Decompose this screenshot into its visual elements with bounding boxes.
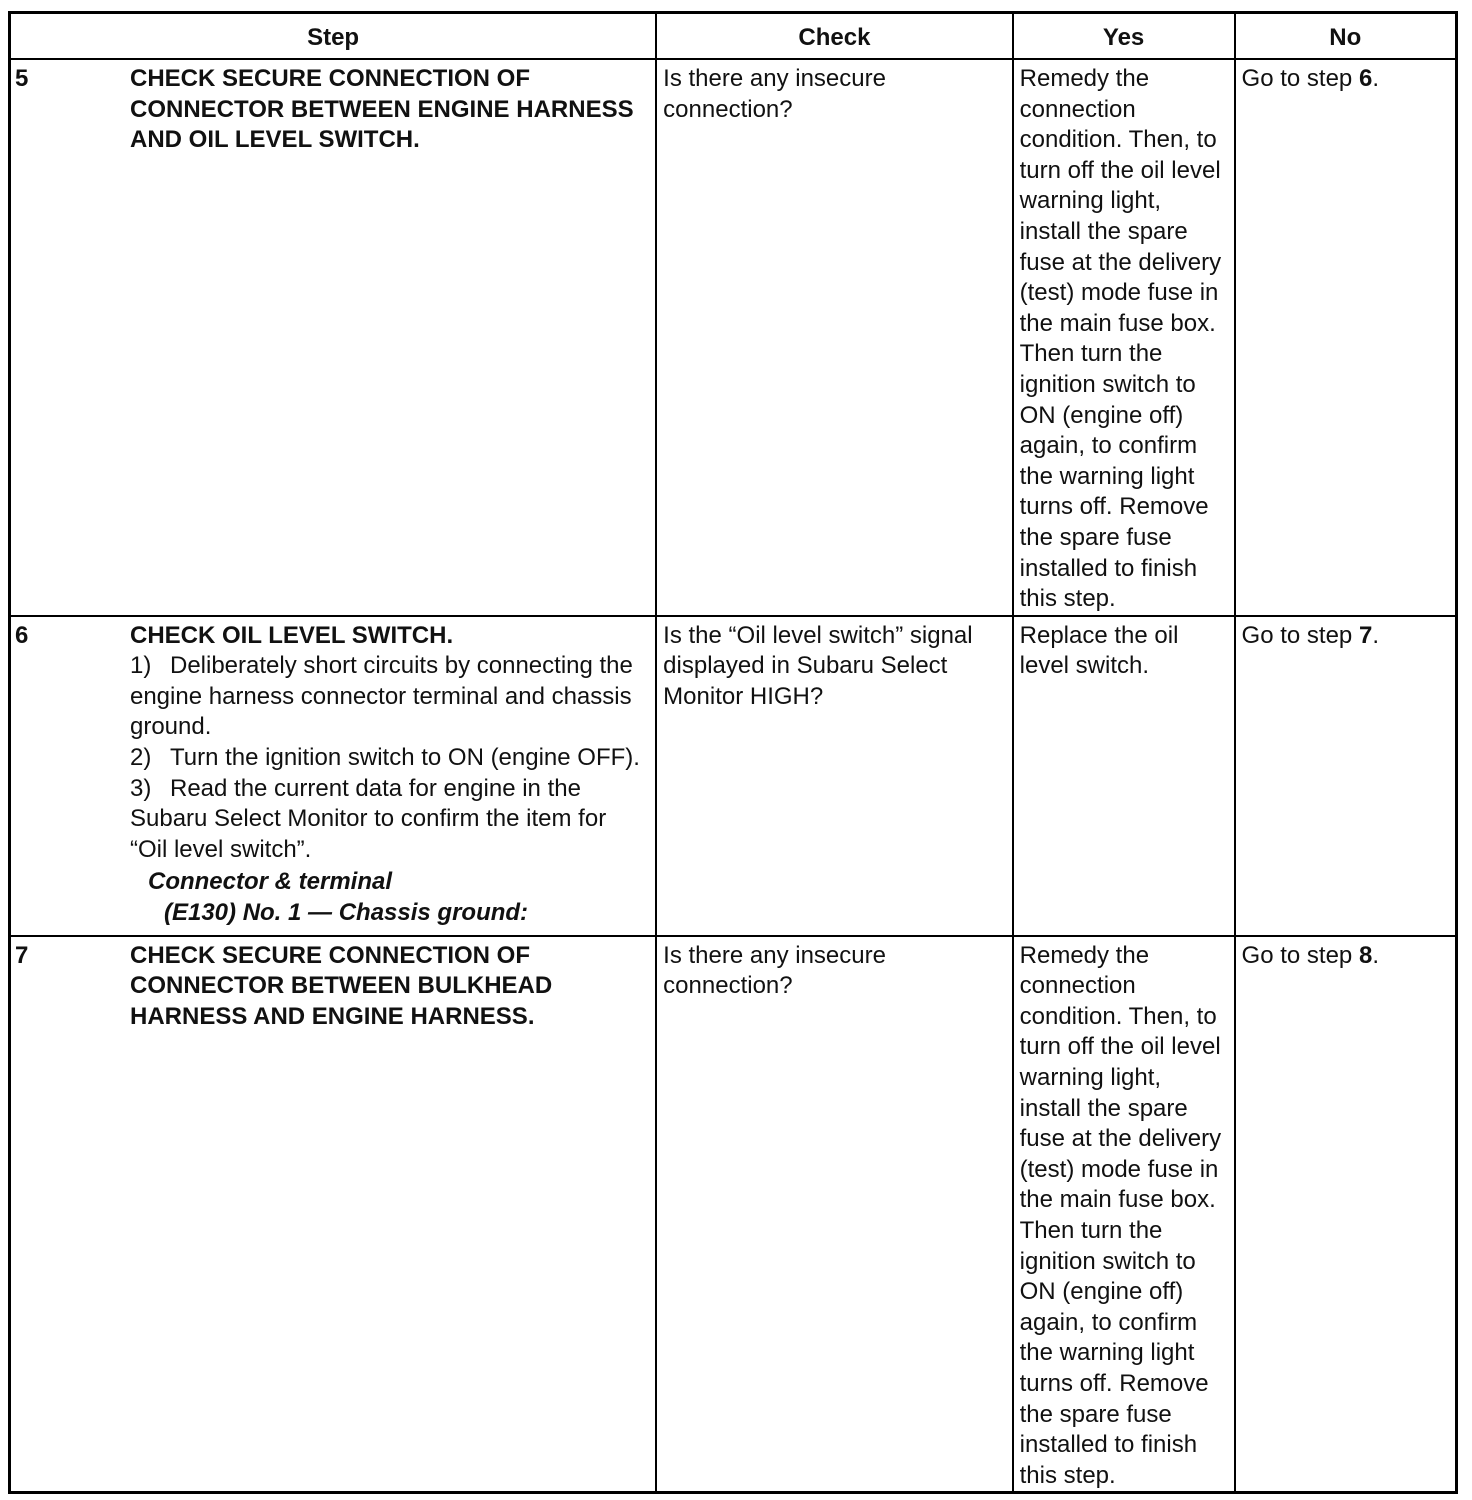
procedure-number: 3) (129, 774, 152, 802)
yes-action: Replace the oil level switch. (1019, 621, 1179, 680)
step-number: 6 (10, 616, 128, 936)
no-action-suffix: . (1372, 621, 1379, 649)
header-step: Step (10, 13, 657, 60)
next-step-link[interactable]: 7 (1358, 621, 1373, 649)
step-description (128, 616, 656, 936)
procedure-item (130, 651, 649, 743)
check-question: Is the “Oil level switch” signal displayed in Subaru Select Monitor HIGH? (663, 621, 973, 710)
no-action-suffix: . (1372, 65, 1379, 92)
no-action-prefix: Go to step (1241, 941, 1359, 969)
yes-cell (1013, 936, 1235, 1493)
yes-cell (1013, 616, 1235, 936)
table-header-row (10, 13, 1457, 60)
connector-terminal: (E130) No. 1 — Chassis ground: (163, 899, 529, 927)
diagnostic-procedure-sheet (8, 11, 1458, 1494)
check-cell (656, 936, 1012, 1493)
header-yes: Yes (1013, 13, 1235, 60)
table-row (10, 936, 1457, 1493)
table-row (10, 59, 1457, 616)
procedure-item (130, 774, 649, 866)
procedure-item (130, 743, 649, 774)
step-title: CHECK SECURE CONNECTION OF CONNECTOR BETWEEN BULKHEAD HARNESS AND ENGINE HARNESS. (129, 941, 553, 1030)
procedure-text: Turn the ignition switch to ON (engine OFF). (169, 744, 640, 772)
check-cell (656, 59, 1012, 616)
yes-cell (1013, 59, 1235, 616)
procedure-number: 1) (129, 652, 152, 680)
check-question: Is there any insecure connection? (663, 941, 886, 1000)
step-description (128, 59, 656, 616)
header-no: No (1235, 13, 1457, 60)
connector-heading: Connector & terminal (147, 868, 393, 896)
next-step-link[interactable]: 8 (1358, 941, 1373, 969)
no-action-prefix: Go to step (1241, 621, 1359, 649)
no-cell (1235, 936, 1457, 1493)
next-step-link[interactable]: 6 (1358, 65, 1373, 92)
check-cell (656, 616, 1012, 936)
step-title: CHECK OIL LEVEL SWITCH. (129, 621, 454, 649)
no-cell (1235, 616, 1457, 936)
check-question: Is there any insecure connection? (663, 65, 886, 123)
no-action-prefix: Go to step (1241, 65, 1359, 92)
yes-action: Remedy the connection condition. Then, to turn off the oil level warning light, install the spare fuse at the delivery (test) mode fuse in the main fuse box. Then turn the ignition switch to ON (engine off) again, to confirm the warning light turns off. Remove the spare fuse installed to finish this step. (1019, 941, 1222, 1489)
diagnostic-table (8, 11, 1458, 1494)
procedure-number: 2) (129, 744, 152, 772)
procedure-text: Deliberately short circuits by connecting the engine harness connector terminal and chassis ground. (129, 652, 633, 741)
yes-action: Remedy the connection condition. Then, to turn off the oil level warning light, install the spare fuse at the delivery (test) mode fuse in the main fuse box. Then turn the ignition switch to ON (engine off) again, to confirm the warning light turns off. Remove the spare fuse installed to finish this step. (1019, 65, 1222, 613)
header-check: Check (656, 13, 1012, 60)
no-cell (1235, 59, 1457, 616)
no-action-suffix: . (1372, 941, 1379, 969)
step-title: CHECK SECURE CONNECTION OF CONNECTOR BETWEEN ENGINE HARNESS AND OIL LEVEL SWITCH. (129, 65, 634, 154)
procedure-text: Read the current data for engine in the Subaru Select Monitor to confirm the item for “Oil level switch”. (129, 774, 607, 863)
step-description (128, 936, 656, 1493)
step-number: 7 (10, 936, 128, 1493)
step-number: 5 (10, 59, 128, 616)
table-row (10, 616, 1457, 936)
